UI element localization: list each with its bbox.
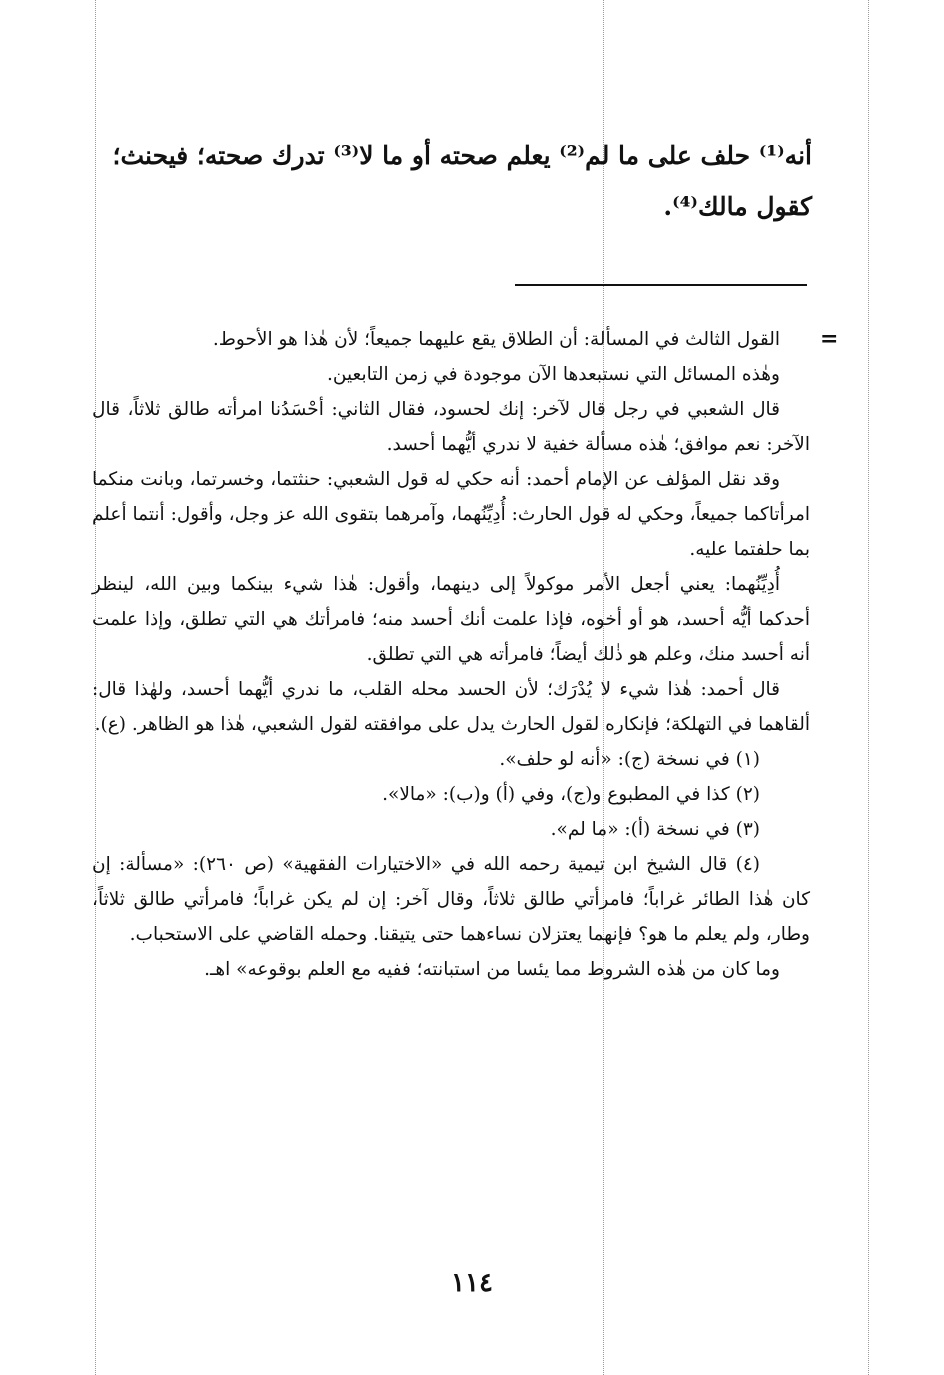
main-text-line: أنه⁽¹⁾ حلف على ما لم⁽²⁾ يعلم صحته أو ما لا⁽³⁾ تدرك صحته؛ فيحنث؛ <box>112 141 812 170</box>
footnote: (١) في نسخة (ج): «أنه لو حلف». <box>499 749 760 770</box>
commentary-paragraph: وقد نقل المؤلف عن الإمام أحمد: أنه حكي له قول الشعبي: حنثتما، وخسرتما، وبانت منكما امرأتاكما جميعاً، وحكي له قول الحارث: أُدِيِّنُهما، وآمرهما بتقوى الله عز وجل، وأقول: أنتما أعلم بما حلفتما عليه. <box>92 469 810 560</box>
footnote: (٣) في نسخة (أ): «ما لم». <box>550 819 760 840</box>
footnotes-section <box>92 322 810 987</box>
commentary-paragraph: قال أحمد: هٰذا شيء لا يُدْرَك؛ لأن الحسد محله القلب، ما ندري أيُّهما أحسد، ولهٰذا قال: ألقاهما في التهلكة؛ فإنكاره لقول الحارث يدل على موافقته لقول الشعبي، هٰذا هو الظاهر. (ع). <box>92 679 810 735</box>
footnote: وما كان من هٰذه الشروط مما يئسا من استبانته؛ ففيه مع العلم بوقوعه» اهـ. <box>204 959 780 980</box>
commentary-paragraph: أُدِيِّنُهما: يعني أجعل الأمر موكولاً إلى دينهما، وأقول: هٰذا شيء بينكما وبين الله، لينظر أحدكما أيُّه أحسد، هو أو أخوه، فإذا علمت أنك أحسد منه؛ فامرأتك هي التي تطلق، وإذا علمت أنه أحسد منك، وعلم هو ذٰلك أيضاً؛ فامرأته هي التي تطلق. <box>92 574 810 665</box>
commentary-paragraph: القول الثالث في المسألة: أن الطلاق يقع عليهما جميعاً؛ لأن هٰذا هو الأحوط. <box>212 329 780 350</box>
main-text <box>90 130 812 232</box>
commentary-paragraph: وهٰذه المسائل التي نستبعدها الآن موجودة في زمن التابعين. <box>326 364 780 385</box>
footnote-separator <box>515 284 807 286</box>
scan-guide-line <box>868 0 869 1375</box>
commentary-paragraph: قال الشعبي في رجل قال لآخر: إنك لحسود، فقال الثاني: أحْسَدُنا امرأته طالق ثلاثاً، قال الآخر: نعم موافق؛ هٰذه مسألة خفية لا ندري أيُّهما أحسد. <box>92 399 810 455</box>
footnote: (٤) قال الشيخ ابن تيمية رحمه الله في «الاختيارات الفقهية» (ص ٢٦٠): «مسألة: إن كان هٰذا الطائر غراباً؛ فامرأتي طالق ثلاثاً، وقال آخر: إن لم يكن غراباً؛ فامرأتي طالق ثلاثاً، وطار، ولم يعلم ما هو؟ فإنهما يعتزلان نساءهما حتى يتيقنا. وحمله القاضي على الاستحباب. <box>92 854 810 945</box>
main-text-line: كقول مالك⁽⁴⁾. <box>663 192 812 221</box>
continuation-mark: = <box>820 326 839 352</box>
footnote: (٢) كذا في المطبوع و(ج)، وفي (أ) و(ب): «مالا». <box>382 784 760 805</box>
page-number: ١١٤ <box>451 1268 493 1298</box>
